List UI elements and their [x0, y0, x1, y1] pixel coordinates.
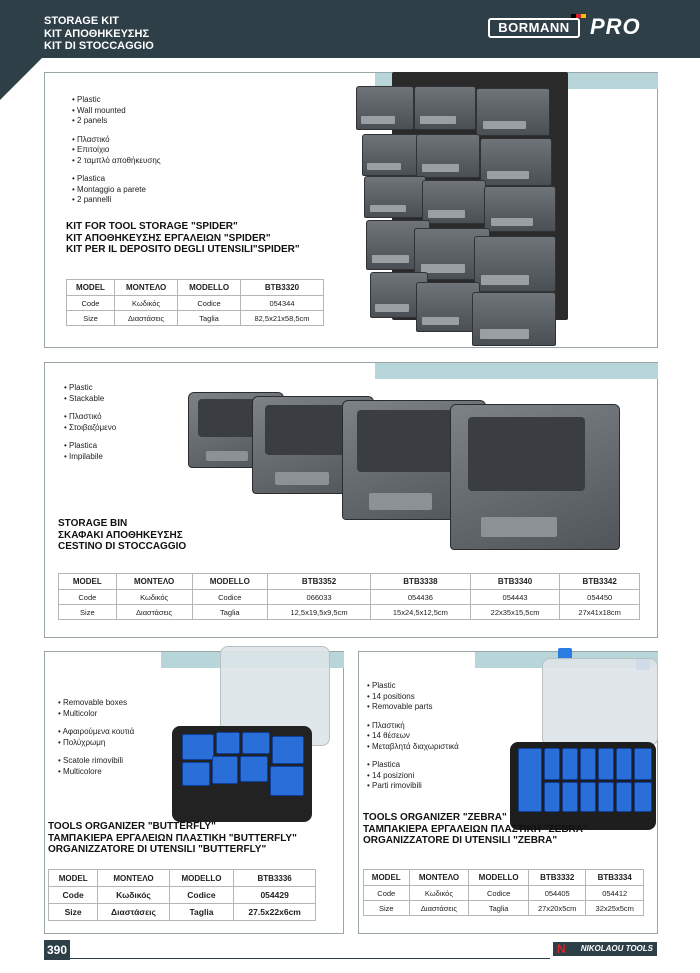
page-title [44, 15, 154, 53]
page-title-gr: ΚΙΤ ΑΠΟΘΗΚΕΥΣΗΣ [44, 27, 150, 40]
storage-bins-image [188, 388, 623, 552]
spec-table-spider [66, 279, 324, 326]
table-cell: 82,5x21x58,5cm [240, 311, 323, 326]
table-cell: 054405 [528, 886, 586, 901]
table-cell: Κωδικός [409, 886, 469, 901]
table-row [67, 280, 324, 296]
table-cell: MODEL [364, 870, 410, 886]
feature-item: • Parti rimovibili [367, 781, 459, 792]
feature-item: • Plastica [72, 174, 161, 185]
product-title-line: CESTINO DI STOCCAGGIO [58, 541, 187, 552]
table-cell: ΜΟΝΤΕΛΟ [98, 870, 169, 887]
page-title-en: STORAGE KIT [44, 15, 119, 27]
feature-item: • Plastic [64, 383, 116, 394]
product-title-line: ΚΙΤ ΑΠΟΘΗΚΕΥΣΗΣ ΕΡΓΑΛΕΙΩΝ "SPIDER" [66, 232, 271, 244]
feature-item: • Multicolore [58, 767, 134, 778]
feature-list-spider [72, 95, 161, 214]
table-cell: Codice [169, 887, 234, 904]
table-cell: Code [49, 887, 98, 904]
feature-item: • 14 θέσεων [367, 731, 459, 742]
table-cell: MODELLO [169, 870, 234, 887]
feature-item: • Stackable [64, 394, 116, 405]
product-title-line: ORGANIZZATORE DI UTENSILI "ZEBRA" [363, 835, 558, 846]
product-title-line: STORAGE BIN [58, 518, 128, 529]
product-title-storage-bin [58, 518, 186, 553]
table-row [49, 870, 316, 887]
table-cell: 22x35x15,5cm [470, 605, 560, 620]
page-number: 390 [44, 940, 70, 960]
table-cell: Codice [469, 886, 529, 901]
butterfly-organizer-image [172, 646, 332, 828]
table-cell: Codice [192, 590, 268, 605]
feature-list-storage-bin [64, 383, 116, 470]
table-cell: Taglia [192, 605, 268, 620]
table-cell: Codice [178, 296, 241, 311]
panel-accent-strip [375, 363, 658, 379]
feature-item: • Montaggio a parete [72, 185, 161, 196]
feature-item: • Plastica [64, 441, 116, 452]
feature-item: • Πλαστικό [72, 135, 161, 146]
table-cell: Διαστάσεις [114, 311, 177, 326]
feature-item: • Plastic [367, 681, 459, 692]
table-cell: 27.5x22x6cm [234, 904, 316, 921]
table-cell: BTB3334 [586, 870, 644, 886]
table-cell: BTB3338 [371, 574, 471, 590]
table-cell: MODEL [49, 870, 98, 887]
feature-item: • Multicolor [58, 709, 134, 720]
feature-item: • Πλαστικό [64, 412, 116, 423]
spec-table-zebra [363, 869, 644, 916]
table-cell: MODEL [67, 280, 115, 296]
table-cell: Size [364, 901, 410, 916]
table-cell: ΜΟΝΤΕΛΟ [114, 280, 177, 296]
table-cell: MODEL [59, 574, 117, 590]
table-cell: BTB3340 [470, 574, 560, 590]
footer-divider [70, 958, 550, 959]
feature-item: • Στοιβαζόμενο [64, 423, 116, 434]
table-cell: BTB3320 [240, 280, 323, 296]
footer-brand: NIKOLAOU TOOLS [553, 942, 657, 956]
table-cell: Size [59, 605, 117, 620]
table-cell: ΜΟΝΤΕΛΟ [409, 870, 469, 886]
product-title-spider [66, 221, 300, 256]
nikolaou-logo-icon: N [557, 942, 566, 956]
table-cell: 15x24,5x12,5cm [371, 605, 471, 620]
table-cell: 27x41x18cm [560, 605, 640, 620]
feature-item: • 2 ταμπλό αποθήκευσης [72, 156, 161, 167]
table-cell: 054443 [470, 590, 560, 605]
header-corner [0, 58, 42, 100]
table-row [364, 886, 644, 901]
feature-item: • 14 positions [367, 692, 459, 703]
product-title-line: KIT PER IL DEPOSITO DEGLI UTENSILI"SPIDER" [66, 244, 300, 255]
feature-list-butterfly [58, 698, 134, 785]
table-cell: Διαστάσεις [98, 904, 169, 921]
spider-rack-image [392, 72, 568, 320]
table-row [59, 574, 640, 590]
table-cell: MODELLO [469, 870, 529, 886]
brand-suffix: PRO [590, 14, 641, 39]
table-cell: Διαστάσεις [116, 605, 192, 620]
feature-item: • 14 posizioni [367, 771, 459, 782]
table-cell: Code [59, 590, 117, 605]
product-title-butterfly [48, 821, 297, 856]
product-title-line: ΤΑΜΠΑΚΙΕΡΑ ΕΡΓΑΛΕΙΩΝ ΠΛΑΣΤΙΚΗ "BUTTERFLY" [48, 832, 297, 844]
feature-item: • Scatole rimovibili [58, 756, 134, 767]
table-cell: 27x20x5cm [528, 901, 586, 916]
table-cell: 054344 [240, 296, 323, 311]
product-title-line: ORGANIZZATORE DI UTENSILI "BUTTERFLY" [48, 844, 267, 855]
product-title-line: ΤΑΜΠΑΚΙΕΡΑ ΕΡΓΑΛΕΙΩΝ ΠΛΑΣΤΙΚΗ "ZEBRA" [363, 823, 588, 835]
table-row [67, 296, 324, 311]
table-cell: BTB3352 [268, 574, 371, 590]
table-cell: Κωδικός [98, 887, 169, 904]
feature-item: • Plastica [367, 760, 459, 771]
page-title-it: KIT DI STOCCAGGIO [44, 40, 154, 52]
feature-item: • Πολύχρωμη [58, 738, 134, 749]
table-cell: 12,5x19,5x9,5cm [268, 605, 371, 620]
flag-icon [571, 14, 587, 18]
spec-table-storage-bin [58, 573, 640, 620]
table-cell: Code [67, 296, 115, 311]
product-title-zebra [363, 812, 588, 847]
table-cell: 054429 [234, 887, 316, 904]
feature-item: • Plastic [72, 95, 161, 106]
table-cell: MODELLO [192, 574, 268, 590]
table-cell: 054450 [560, 590, 640, 605]
product-title-line: ΣΚΑΦΑΚΙ ΑΠΟΘΗΚΕΥΣΗΣ [58, 529, 183, 541]
table-cell: ΜΟΝΤΕΛΟ [116, 574, 192, 590]
table-cell: 32x25x5cm [586, 901, 644, 916]
table-row [364, 870, 644, 886]
table-row [364, 901, 644, 916]
brand-logo: BORMANN [488, 18, 580, 38]
product-title-line: TOOLS ORGANIZER "ZEBRA" [363, 812, 507, 823]
feature-item: • Impilabile [64, 452, 116, 463]
table-row [67, 311, 324, 326]
table-cell: Κωδικός [114, 296, 177, 311]
table-cell: 054436 [371, 590, 471, 605]
table-row [49, 904, 316, 921]
table-cell: Size [67, 311, 115, 326]
table-cell: Κωδικός [116, 590, 192, 605]
table-cell: Code [364, 886, 410, 901]
feature-item: • Επιτοίχιο [72, 145, 161, 156]
table-cell: BTB3342 [560, 574, 640, 590]
table-cell: Taglia [169, 904, 234, 921]
product-title-line: KIT FOR TOOL STORAGE "SPIDER" [66, 221, 238, 232]
table-cell: BTB3336 [234, 870, 316, 887]
table-cell: BTB3332 [528, 870, 586, 886]
table-cell: 066033 [268, 590, 371, 605]
feature-item: • 2 pannelli [72, 195, 161, 206]
product-title-line: TOOLS ORGANIZER "BUTTERFLY" [48, 821, 216, 832]
feature-item: • Μεταβλητά διαχωριστικά [367, 742, 459, 753]
spec-table-butterfly [48, 869, 316, 921]
table-row [59, 590, 640, 605]
feature-item: • Wall mounted [72, 106, 161, 117]
table-cell: Size [49, 904, 98, 921]
feature-item: • Removable boxes [58, 698, 134, 709]
table-row [59, 605, 640, 620]
feature-item: • Removable parts [367, 702, 459, 713]
table-cell: 054412 [586, 886, 644, 901]
zebra-organizer-image [508, 648, 658, 834]
table-cell: MODELLO [178, 280, 241, 296]
table-cell: Taglia [178, 311, 241, 326]
feature-item: • Αφαιρούμενα κουτιά [58, 727, 134, 738]
table-row [49, 887, 316, 904]
feature-item: • 2 panels [72, 116, 161, 127]
table-cell: Διαστάσεις [409, 901, 469, 916]
table-cell: Taglia [469, 901, 529, 916]
feature-list-zebra [367, 681, 459, 800]
feature-item: • Πλαστική [367, 721, 459, 732]
